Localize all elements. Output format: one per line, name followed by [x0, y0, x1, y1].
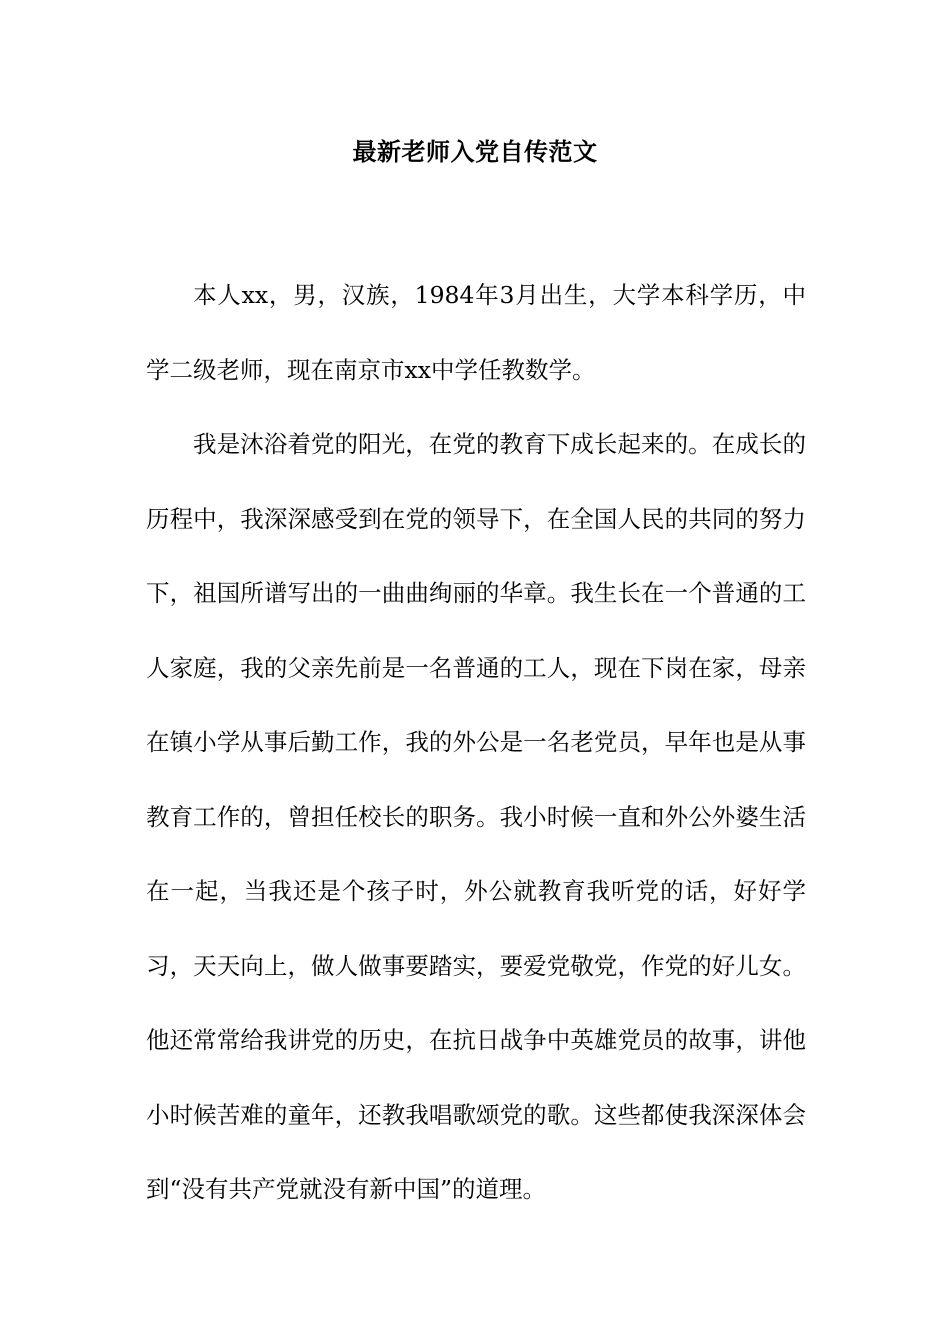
paragraph-2: 我是沐浴着党的阳光，在党的教育下成长起来的。在成长的历程中，我深深感受到在党的领导下，在全国人民的共同的努力下，祖国所谱写出的一曲曲绚丽的华章。我生长在一个普通的工人家庭，我的父亲先前是一名普通的工人，现在下岗在家，母亲在镇小学从事后勤工作，我的外公是一名老党员，早年也是从事教育工作的，曾担任校长的职务。我小时候一直和外公外婆生活在一起，当我还是个孩子时，外公就教育我听党的话，好好学习，天天向上，做人做事要踏实，要爱党敬党，作党的好儿女。他还常常给我讲党的历史，在抗日战争中英雄党员的故事，讲他小时候苦难的童年，还教我唱歌颂党的歌。这些都使我深深体会到“没有共产党就没有新中国”的道理。 [146, 430, 806, 1203]
paragraph-1: 本人xx，男，汉族，1984年3月出生，大学本科学历，中学二级老师，现在南京市xx中学任教数学。 [146, 281, 806, 384]
document-title: 最新老师入党自传范文 [352, 137, 598, 166]
document-body [146, 258, 806, 1227]
